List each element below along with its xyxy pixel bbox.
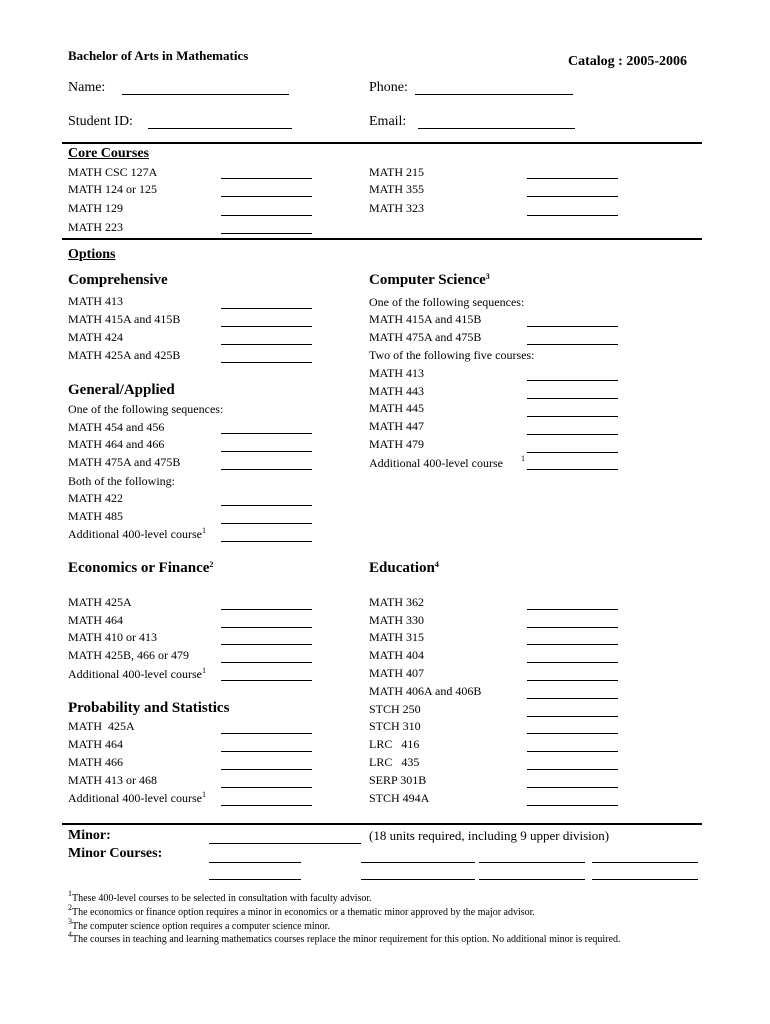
blank-line[interactable] (527, 787, 618, 788)
blank-line[interactable] (527, 698, 618, 699)
minor-note: (18 units required, including 9 upper division) (369, 828, 610, 843)
option-course: MATH 407 (369, 666, 425, 680)
blank-line[interactable] (221, 769, 312, 770)
option-course: MATH 454 and 456 (68, 420, 165, 434)
footnote-mark: 1 (201, 526, 206, 535)
option-course: MATH 413 (369, 366, 425, 380)
blank-line[interactable] (527, 215, 618, 216)
option-text: One of the following sequences: (369, 295, 525, 309)
core-course: MATH 355 (369, 182, 425, 196)
option-course: Additional 400-level course$^1$ (68, 666, 206, 681)
blank-line[interactable] (221, 178, 312, 179)
blank-line[interactable] (527, 680, 618, 681)
blank-line[interactable] (221, 344, 312, 345)
option-course: MATH 413 or 468 (68, 773, 157, 787)
blank-line[interactable] (527, 452, 618, 453)
core-course: MATH 129 (68, 201, 124, 215)
minor-course-field[interactable] (209, 879, 301, 880)
option-course: LRC 435 (369, 755, 420, 769)
footnote-mark: 4 (434, 560, 439, 569)
blank-line[interactable] (527, 609, 618, 610)
footnote: $^4$The courses in teaching and learning mathematics courses replace the minor requirement for this option. No additional minor is required. (68, 930, 621, 945)
blank-line[interactable] (527, 805, 618, 806)
blank-line[interactable] (527, 662, 618, 663)
blank-line[interactable] (527, 178, 618, 179)
core-course: MATH CSC 127A (68, 165, 158, 179)
option-text: Both of the following: (68, 474, 175, 488)
minor-courses-label: Minor Courses: (68, 846, 163, 861)
divider (62, 238, 702, 240)
options-heading: Options (68, 247, 116, 262)
general-heading: General/Applied (68, 382, 175, 398)
phone-field[interactable] (415, 94, 573, 95)
footnote-mark: 2 (209, 560, 214, 569)
core-course: MATH 323 (369, 201, 425, 215)
minor-course-field[interactable] (479, 879, 585, 880)
blank-line[interactable] (221, 787, 312, 788)
option-course: MATH 415A and 415B (68, 312, 181, 326)
option-course: MATH 425B, 466 or 479 (68, 648, 190, 662)
blank-line[interactable] (527, 196, 618, 197)
option-course: MATH 406A and 406B (369, 684, 482, 698)
option-text: One of the following sequences: (68, 402, 224, 416)
blank-line[interactable] (527, 644, 618, 645)
option-course: MATH 445 (369, 401, 425, 415)
option-course: MATH 362 (369, 595, 425, 609)
option-course: MATH 425A and 425B (68, 348, 181, 362)
option-course: MATH 464 (68, 613, 124, 627)
blank-line[interactable] (527, 469, 618, 470)
blank-line[interactable] (221, 196, 312, 197)
minor-course-field[interactable] (479, 862, 585, 863)
footnote-mark: 4 (68, 930, 72, 939)
blank-line[interactable] (221, 662, 312, 663)
option-course: MATH 443 (369, 384, 425, 398)
blank-line[interactable] (527, 716, 618, 717)
option-course: STCH 310 (369, 719, 421, 733)
option-course: SERP 301B (369, 773, 427, 787)
email-label: Email: (369, 114, 407, 129)
blank-line[interactable] (221, 680, 312, 681)
blank-line[interactable] (221, 644, 312, 645)
minor-course-field[interactable] (361, 862, 475, 863)
student-id-label: Student ID: (68, 114, 133, 129)
name-field[interactable] (122, 94, 289, 95)
option-course: LRC 416 (369, 737, 420, 751)
core-course: MATH 223 (68, 220, 124, 234)
option-course: MATH 425A (68, 595, 132, 609)
divider (62, 142, 702, 144)
footnote-mark: 3 (68, 917, 72, 926)
option-course: MATH 464 and 466 (68, 437, 165, 451)
blank-line[interactable] (221, 751, 312, 752)
option-course: MATH 424 (68, 330, 124, 344)
option-course: MATH 410 or 413 (68, 630, 157, 644)
blank-line[interactable] (221, 733, 312, 734)
blank-line[interactable] (221, 433, 312, 434)
education-heading: Education$^4$ (369, 560, 439, 576)
blank-line[interactable] (221, 308, 312, 309)
minor-course-field[interactable] (592, 862, 698, 863)
option-course: MATH 415A and 415B (369, 312, 482, 326)
footnote: $^2$The economics or finance option requires a minor in economics or a thematic minor approved by the major advisor. (68, 903, 535, 918)
option-course: Additional 400-level course$^1$ (68, 526, 206, 541)
option-course: MATH 315 (369, 630, 425, 644)
blank-line[interactable] (527, 344, 618, 345)
blank-line[interactable] (221, 609, 312, 610)
cs-heading: Computer Science$^3$ (369, 272, 490, 288)
footnote-mark: 2 (68, 903, 72, 912)
blank-line[interactable] (221, 541, 312, 542)
blank-line[interactable] (221, 627, 312, 628)
footnote-mark: 1 (521, 454, 525, 463)
blank-line[interactable] (527, 434, 618, 435)
blank-line[interactable] (221, 362, 312, 363)
student-id-field[interactable] (148, 128, 292, 129)
option-course: STCH 250 (369, 702, 421, 716)
footnote: $^1$These 400-level courses to be selected in consultation with faculty advisor. (68, 889, 372, 904)
option-course: MATH 475A and 475B (369, 330, 482, 344)
blank-line[interactable] (527, 380, 618, 381)
minor-field[interactable] (209, 843, 361, 844)
footnote: $^3$The computer science option requires a computer science minor. (68, 917, 330, 932)
email-field[interactable] (418, 128, 575, 129)
econ-heading: Economics or Finance$^2$ (68, 560, 214, 576)
core-course: MATH 215 (369, 165, 425, 179)
footnote-mark: 1 (201, 666, 206, 675)
minor-label: Minor: (68, 828, 111, 843)
blank-line[interactable] (527, 627, 618, 628)
phone-label: Phone: (369, 80, 408, 95)
option-course: MATH 475A and 475B (68, 455, 181, 469)
option-course: MATH 464 (68, 737, 124, 751)
minor-course-field[interactable] (592, 879, 698, 880)
blank-line[interactable] (221, 505, 312, 506)
option-course: MATH 479 (369, 437, 425, 451)
blank-line[interactable] (221, 326, 312, 327)
core-heading: Core Courses (68, 146, 150, 161)
blank-line[interactable] (221, 523, 312, 524)
option-course: Additional 400-level course (369, 456, 503, 470)
prob-heading: Probability and Statistics (68, 700, 230, 716)
option-course: Additional 400-level course$^1$ (68, 790, 206, 805)
option-course: MATH 413 (68, 294, 124, 308)
option-course: MATH 422 (68, 491, 124, 505)
blank-line[interactable] (221, 215, 312, 216)
minor-course-field[interactable] (209, 862, 301, 863)
footnote-mark: 3 (485, 272, 490, 281)
option-course: MATH 330 (369, 613, 425, 627)
blank-line[interactable] (221, 233, 312, 234)
name-label: Name: (68, 80, 106, 95)
blank-line[interactable] (527, 326, 618, 327)
footnote-mark: 1 (201, 790, 206, 799)
option-text: Two of the following five courses: (369, 348, 535, 362)
option-course: STCH 494A (369, 791, 430, 805)
catalog-year: Catalog : 2005-2006 (568, 54, 687, 69)
minor-course-field[interactable] (361, 879, 475, 880)
comprehensive-heading: Comprehensive (68, 272, 168, 288)
form-title: Bachelor of Arts in Mathematics (68, 48, 249, 63)
blank-line[interactable] (527, 733, 618, 734)
blank-line[interactable] (221, 805, 312, 806)
blank-line[interactable] (527, 769, 618, 770)
option-course: MATH 466 (68, 755, 124, 769)
blank-line[interactable] (221, 451, 312, 452)
blank-line[interactable] (527, 751, 618, 752)
footnote-mark: 1 (68, 889, 72, 898)
blank-line[interactable] (221, 469, 312, 470)
option-course: MATH 485 (68, 509, 124, 523)
blank-line[interactable] (527, 416, 618, 417)
option-course: MATH 447 (369, 419, 425, 433)
core-course: MATH 124 or 125 (68, 182, 157, 196)
divider (62, 823, 702, 825)
option-course: MATH 404 (369, 648, 425, 662)
blank-line[interactable] (527, 398, 618, 399)
option-course: MATH 425A (68, 719, 135, 733)
